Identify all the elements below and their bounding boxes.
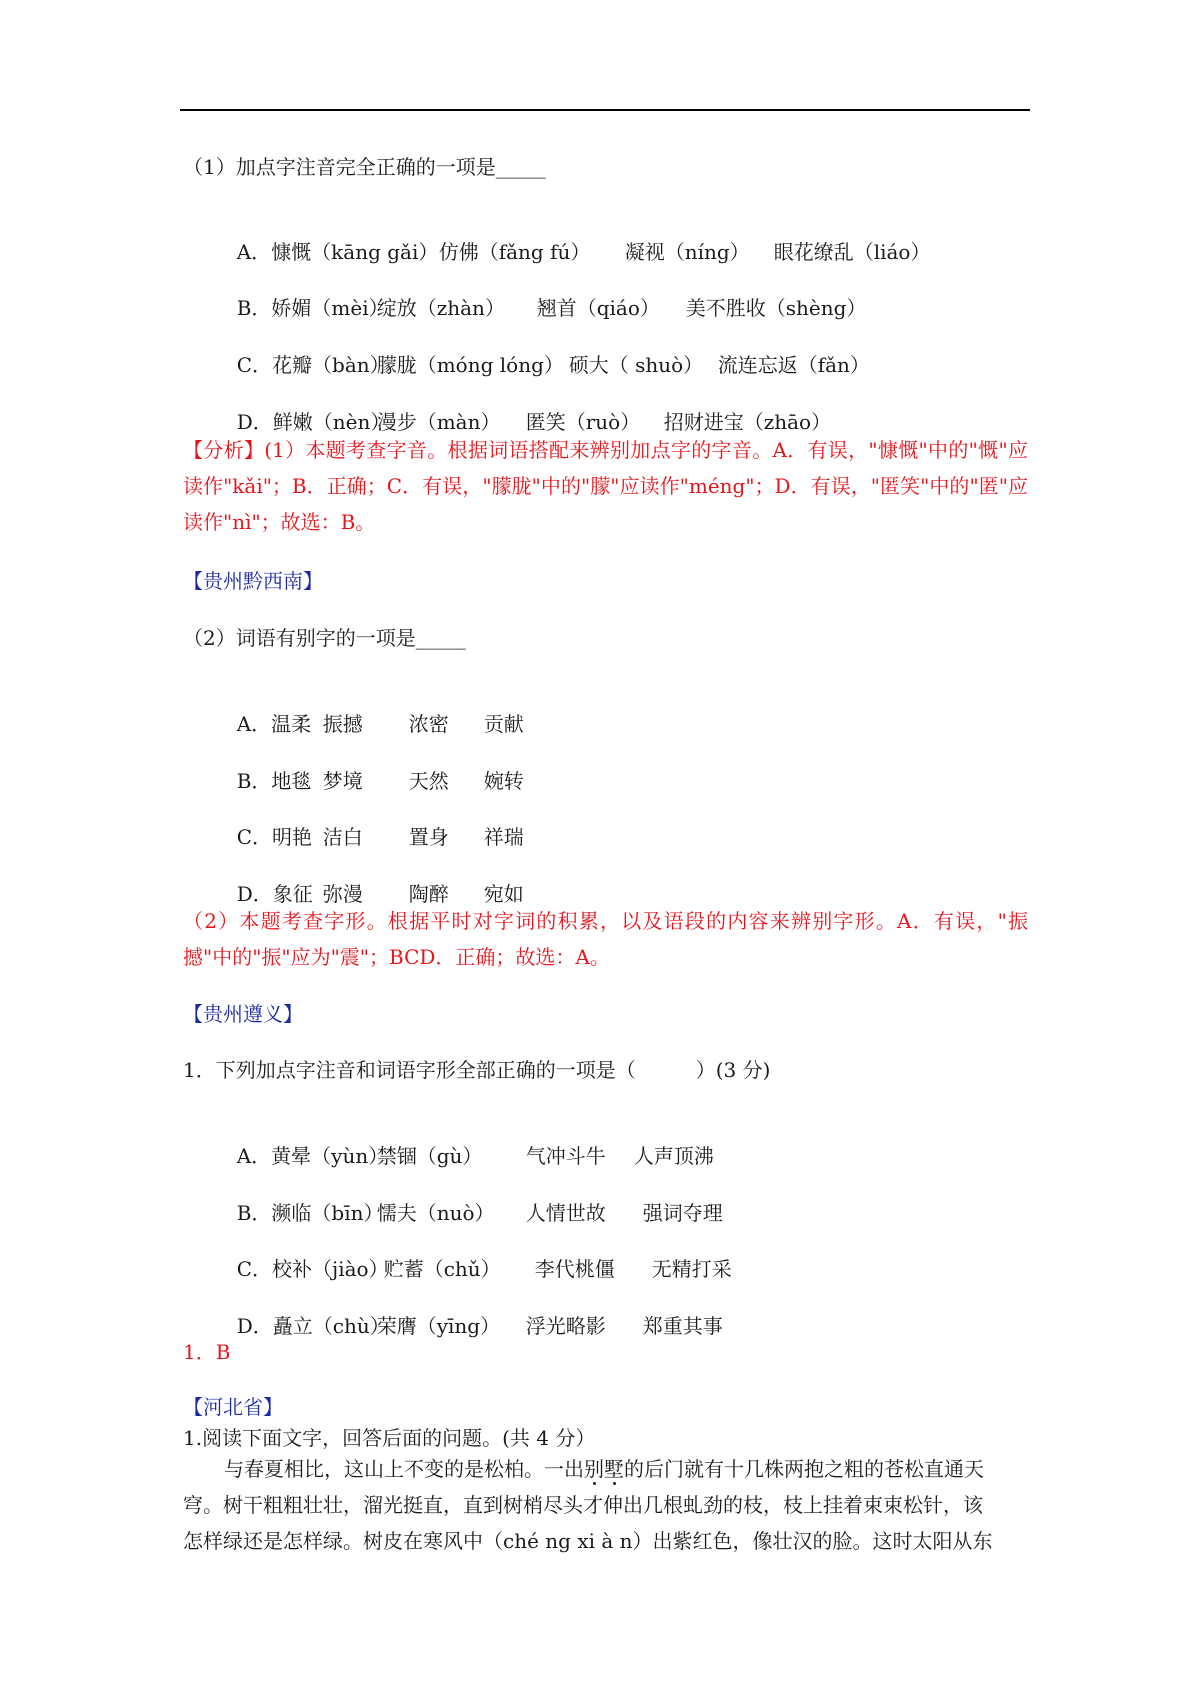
option-term: 无精打采 — [651, 1257, 732, 1281]
option-term: 李代桃僵 — [534, 1257, 615, 1281]
option-term: 贮蓄（chǔ） — [383, 1257, 501, 1281]
option-term: 郑重其事 — [642, 1314, 723, 1338]
option-term: 荣膺（yīng） — [376, 1314, 501, 1338]
option-term: 气冲斗牛 — [525, 1144, 606, 1168]
option-term: A．温柔 — [236, 712, 312, 736]
q2-option-c[interactable] — [224, 792, 524, 852]
option-term: B．濒临（bīn） — [236, 1201, 384, 1225]
option-term: 绽放（zhàn） — [376, 296, 505, 320]
passage-text: 与春夏相比，这山上不变的是松柏。一出 — [224, 1457, 584, 1481]
option-term: 朦胧（móng lóng） — [376, 353, 564, 377]
region-label-qianxinan: 【贵州黔西南】 — [183, 569, 323, 593]
q1-option-c[interactable] — [224, 320, 870, 380]
option-term: 婉转 — [483, 769, 524, 793]
q1-option-b[interactable] — [224, 263, 866, 323]
option-term: 匿笑（ruò） — [525, 410, 641, 434]
option-term: 陶醉 — [408, 882, 449, 906]
q1-option-a[interactable] — [224, 207, 930, 267]
region-label-zunyi: 【贵州遵义】 — [183, 1002, 303, 1026]
q3-option-d[interactable] — [224, 1281, 723, 1341]
option-term: B．地毯 — [236, 769, 312, 793]
q2-stem: （2）词语有别字的一项是_____ — [183, 626, 466, 650]
option-term: C．校补（jiào） — [236, 1257, 389, 1281]
option-term: 贡献 — [483, 712, 524, 736]
option-term: 浓密 — [408, 712, 449, 736]
passage-line-1 — [224, 1454, 984, 1484]
option-term: 梦境 — [322, 769, 363, 793]
option-term: 眼花缭乱（liáo） — [773, 240, 931, 264]
option-term: 人声顶沸 — [633, 1144, 714, 1168]
option-term: 置身 — [408, 825, 449, 849]
dotted-char: 墅 — [604, 1457, 624, 1481]
option-term: 振撼 — [322, 712, 363, 736]
option-term: 仿佛（fǎng fú） — [438, 240, 591, 264]
option-term: 招财进宝（zhāo） — [663, 410, 832, 434]
option-term: 禁锢（gù） — [376, 1144, 483, 1168]
option-term: 人情世故 — [525, 1201, 606, 1225]
option-term: 硕大（ shuò） — [568, 353, 704, 377]
option-term: 洁白 — [322, 825, 363, 849]
passage-line-2: 穹。树干粗粗壮壮，溜光挺直，直到树梢尽头才伸出几根虬劲的枝，枝上挂着束束松针，该 — [183, 1493, 983, 1517]
q4-stem: 1.阅读下面文字，回答后面的问题。(共 4 分） — [183, 1426, 596, 1450]
q3-option-b[interactable] — [224, 1168, 723, 1228]
option-term: 天然 — [408, 769, 449, 793]
option-term: D．鲜嫩（nèn） — [236, 410, 391, 434]
option-term: C．明艳 — [236, 825, 313, 849]
q3-option-c[interactable] — [224, 1224, 732, 1284]
q1-stem: （1）加点字注音完全正确的一项是_____ — [183, 155, 546, 179]
q2-option-b[interactable] — [224, 736, 524, 796]
option-term: 祥瑞 — [483, 825, 524, 849]
q3-option-a[interactable] — [224, 1111, 714, 1171]
option-term: 翘首（qiáo） — [536, 296, 660, 320]
option-term: 凝视（níng） — [624, 240, 750, 264]
q1-option-d[interactable] — [224, 377, 831, 437]
option-term: A．黄晕（yùn） — [236, 1144, 389, 1168]
option-term: 浮光略影 — [525, 1314, 606, 1338]
option-term: B．娇媚（mèi） — [236, 296, 389, 320]
dotted-char: 别 — [584, 1457, 604, 1481]
option-term: 弥漫 — [322, 882, 363, 906]
option-term: A．慷慨（kāng gǎi） — [236, 240, 439, 264]
q2-option-a[interactable] — [224, 679, 524, 739]
passage-text: 的后门就有十几株两抱之粗的苍松直通天 — [624, 1457, 984, 1481]
option-term: 漫步（màn） — [376, 410, 501, 434]
q2-analysis: （2）本题考查字形。根据平时对字词的积累，以及语段的内容来辨别字形。A．有误，"振撼"中的"振"应为"震"；BCD．正确；故选：A。 — [183, 909, 1028, 969]
q1-analysis: 【分析】(1）本题考查字音。根据词语搭配来辨别加点字的字音。A．有误，"慷慨"中的"慨"应读作"kǎi"；B．正确；C．有误，"朦胧"中的"朦"应读作"méng"；D．有误，"匿笑"中的"匿"应读作"nì"；故选：B。 — [183, 438, 1028, 534]
q2-option-d[interactable] — [224, 849, 524, 909]
region-label-hebei: 【河北省】 — [183, 1395, 283, 1419]
option-term: D．象征 — [236, 882, 313, 906]
header-rule — [180, 109, 1030, 111]
option-term: C．花瓣（bàn） — [236, 353, 390, 377]
passage-line-3: 怎样绿还是怎样绿。树皮在寒风中（ché ng xi à n）出紫红色，像壮汉的脸。这时太阳从东 — [183, 1529, 993, 1553]
option-term: 强词夺理 — [642, 1201, 723, 1225]
q3-stem: 1．下列加点字注音和词语字形全部正确的一项是（ ）(3 分) — [183, 1058, 771, 1082]
option-term: 流连忘返（fǎn） — [717, 353, 870, 377]
option-term: 懦夫（nuò） — [376, 1201, 495, 1225]
option-term: 美不胜收（shèng） — [685, 296, 867, 320]
option-term: D．矗立（chù） — [236, 1314, 390, 1338]
q3-answer: 1．B — [183, 1340, 231, 1364]
option-term: 宛如 — [483, 882, 524, 906]
